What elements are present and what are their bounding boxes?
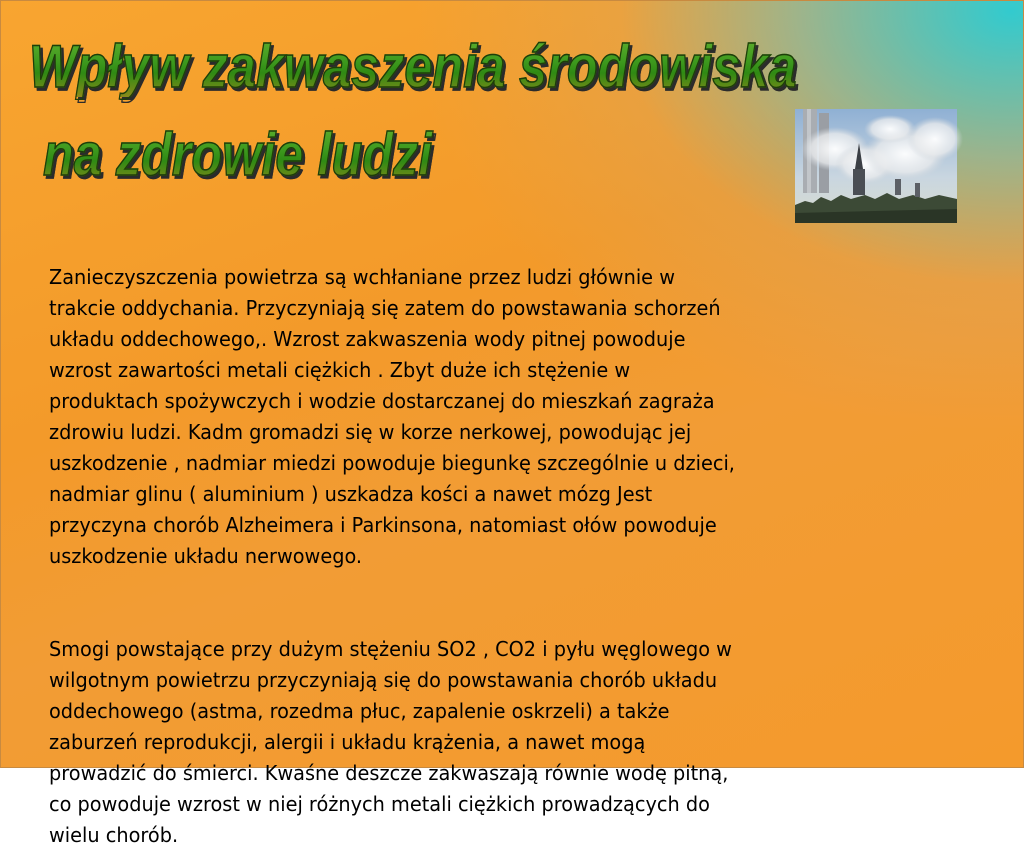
paragraph-smog-acid-rain: Smogi powstające przy dużym stężeniu SO2 , CO2 i pyłu węglowego w wilgotnym powietrzu przyczyniają się do powstawania chorób układu oddechowego (astma, rozedma płuc, zapalenie oskrzeli) a także zaburzeń reprodukcji, alergii i układu krążenia, a nawet mogą prowadzić do śmierci. Kwaśne deszcze zakwaszają równie wodę pitną, co powoduje wzrost w niej różnych metali ciężkich prowadzących do wielu chorób. (49, 637, 732, 847)
paragraph-health-effects: Zanieczyszczenia powietrza są wchłaniane przez ludzi głównie w trakcie oddychania. Przyczyniają się zatem do powstawania schorzeń układu oddechowego,. Wzrost zakwaszenia wody pitnej powoduje wzrost zawartości metali ciężkich . Zbyt duże ich stężenie w produktach spożywczych i wodzie dostarczanej do mieszkań zagraża zdrowiu ludzi. Kadm gromadzi się w korze nerkowej, powodując jej uszkodzenie , nadmiar miedzi powoduje biegunkę szczególnie u dzieci, nadmiar glinu ( aluminium ) uszkadza kości a nawet mózg Jest przyczyna chorób Alzheimera i Parkinsona, natomiast ołów powoduje uszkodzenie układu nerwowego. (49, 265, 735, 568)
factory-smoke-icon (795, 109, 957, 223)
factory-smoke-photo (795, 109, 957, 223)
slide-title-line-2: na zdrowie ludzi (43, 121, 433, 188)
body-text (49, 231, 869, 851)
slide-title-line-1: Wpływ zakwaszenia środowiska (29, 33, 797, 100)
